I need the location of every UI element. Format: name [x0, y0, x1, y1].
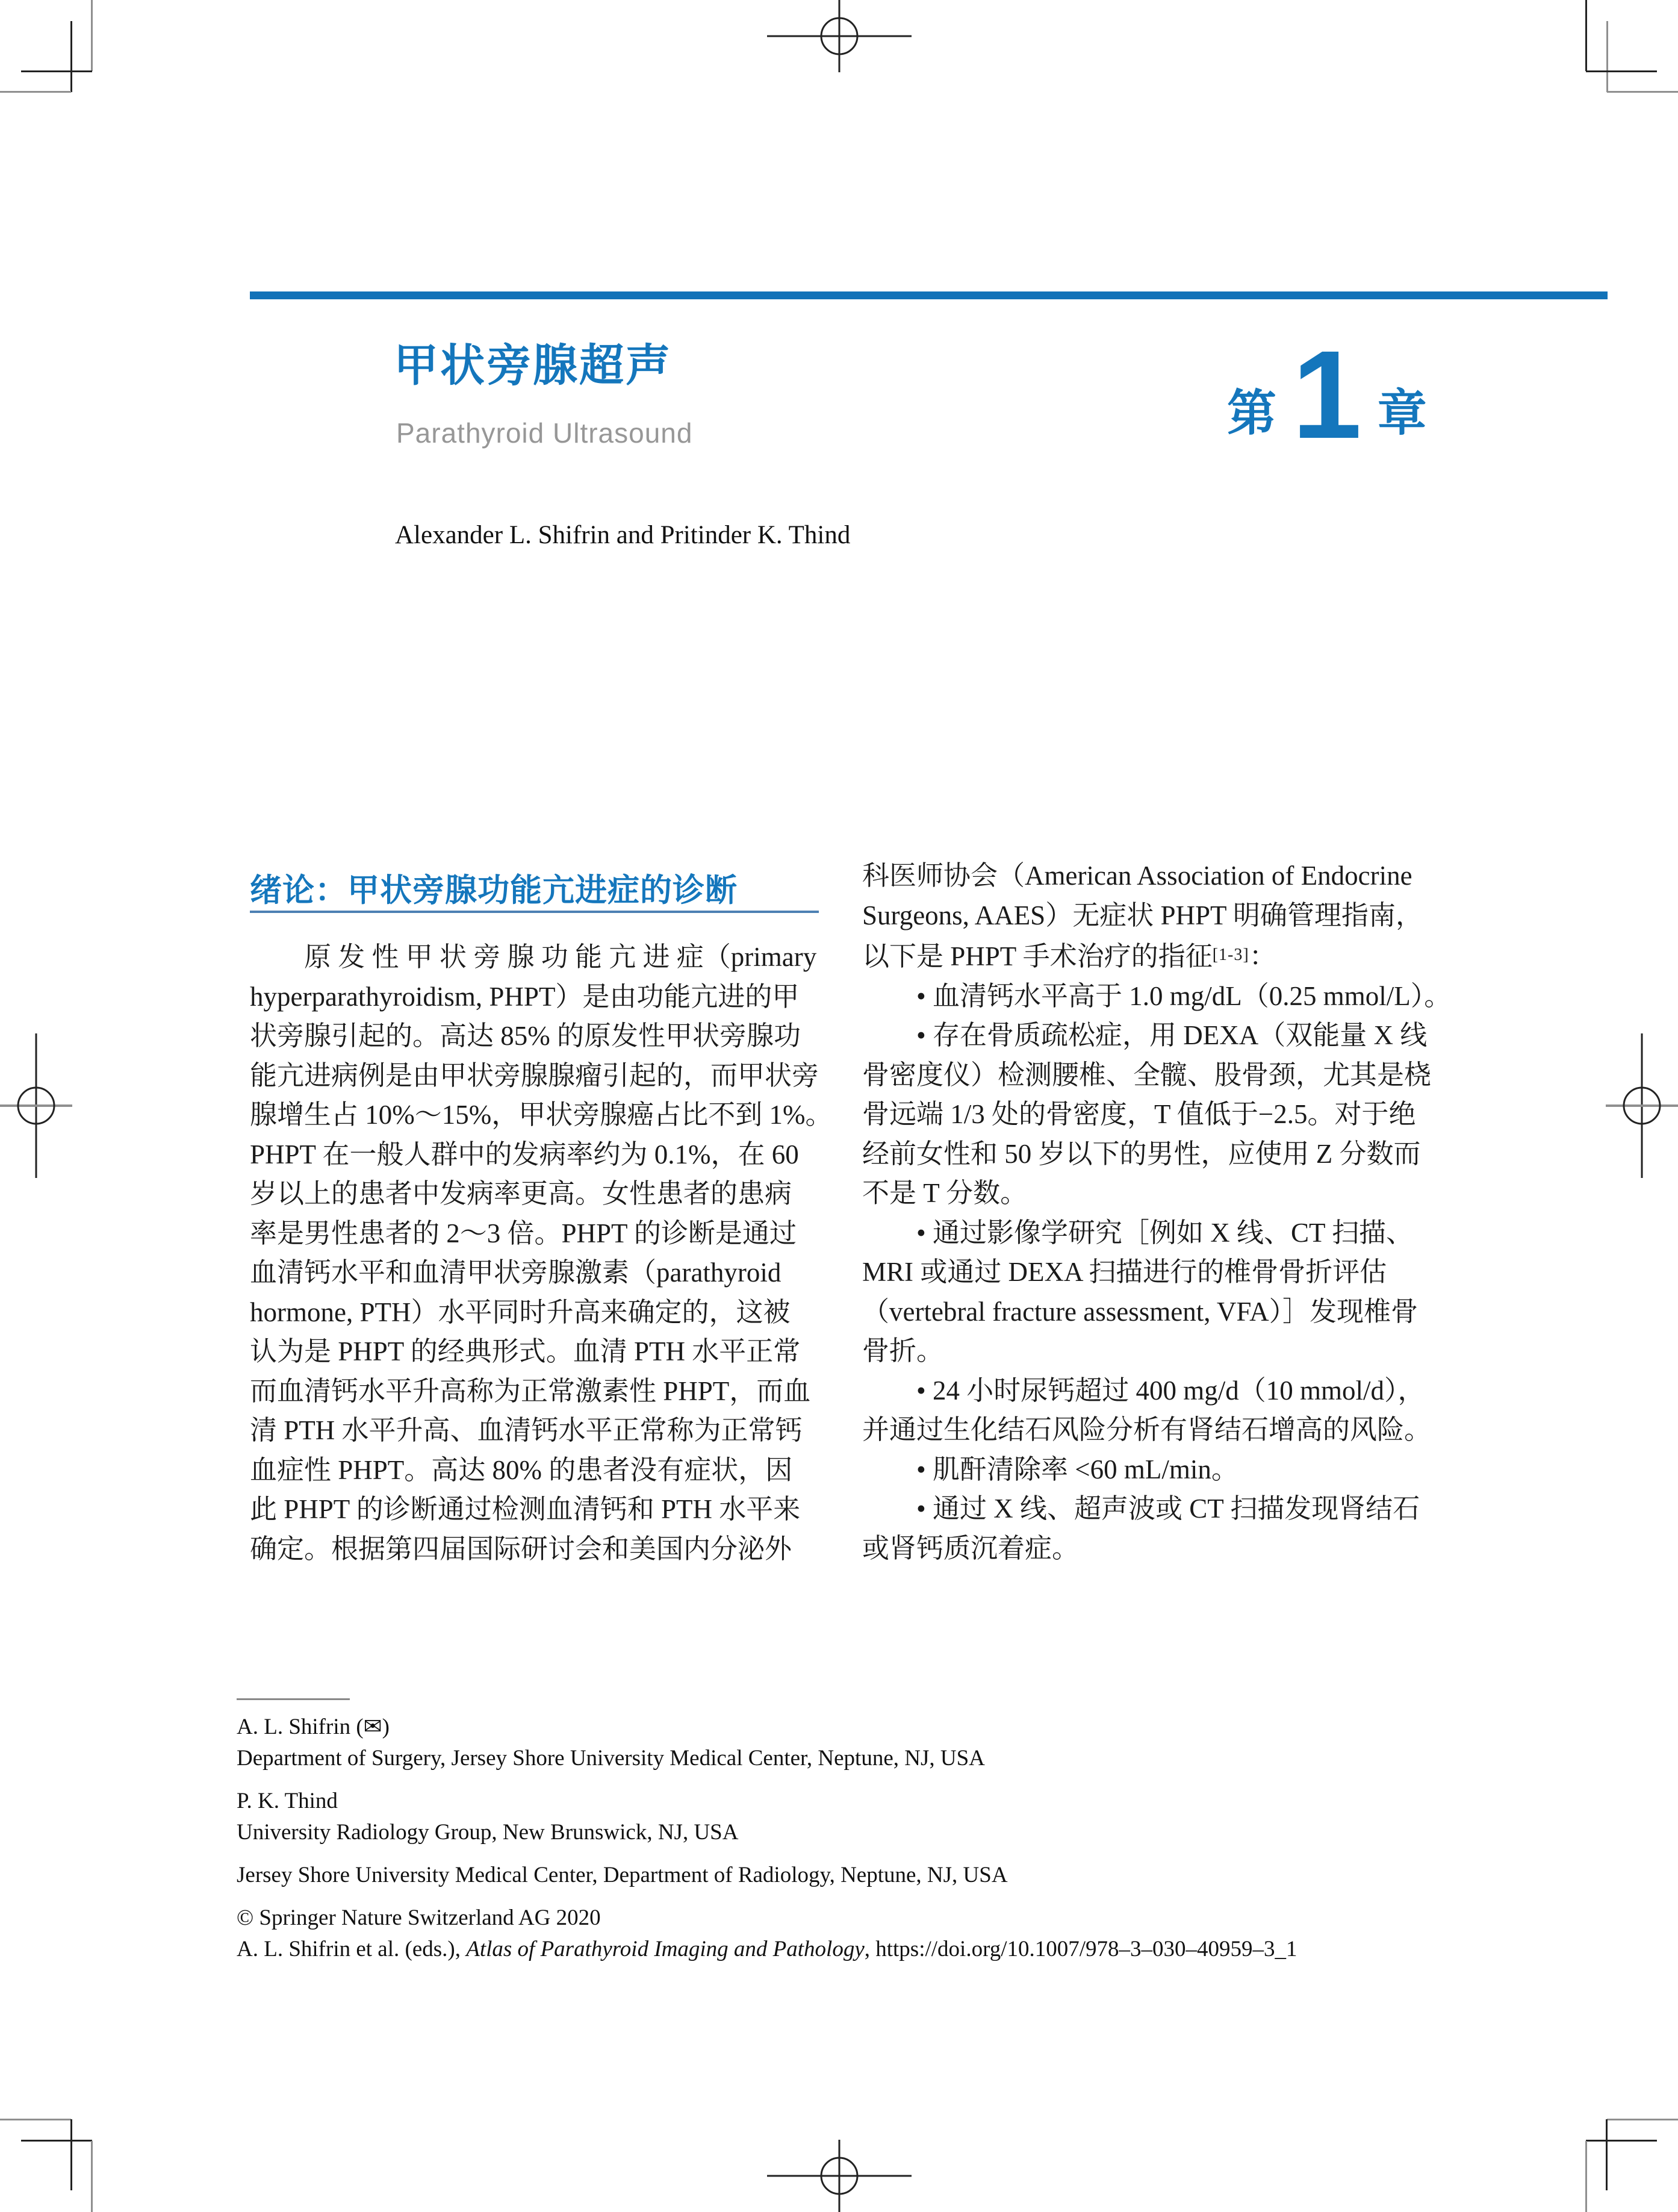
text-line: • 血清钙水平高于 1.0 mg/dL（0.25 mmol/L）。: [862, 980, 1452, 1011]
citation-doi: , https://doi.org/10.1007/978–3–030–40959–3_1: [864, 1937, 1297, 1961]
chapter-prefix: 第: [1227, 386, 1277, 441]
text-line: 清 PTH 水平升高、血清钙水平正常称为正常钙: [250, 1415, 803, 1445]
text-line: hyperparathyroidism, PHPT）是由功能亢进的甲: [250, 981, 800, 1012]
chapter-number-block: [1227, 325, 1427, 466]
right-column-body: [862, 856, 1452, 1568]
affiliation-author-1: A. L. Shifrin (✉): [237, 1715, 390, 1739]
text-line: 此 PHPT 的诊断通过检测血清钙和 PTH 水平来: [250, 1494, 801, 1524]
text-line: （vertebral fracture assessment, VFA）］发现椎骨: [862, 1296, 1419, 1327]
text-line: 而血清钙水平升高称为正常激素性 PHPT，而血: [250, 1375, 811, 1406]
text-line: • 24 小时尿钙超过 400 mg/d（10 mmol/d），: [862, 1375, 1425, 1406]
citation-pre: A. L. Shifrin et al. (eds.),: [237, 1937, 467, 1961]
left-column-body: [250, 938, 833, 1569]
citation-line: [237, 1934, 1441, 1965]
section-heading-underline: [250, 911, 819, 913]
text-line: 能亢进病例是由甲状旁腺腺瘤引起的，而甲状旁: [250, 1060, 819, 1091]
text-line: 骨折。: [862, 1336, 944, 1366]
text-line: PHPT 在一般人群中的发病率约为 0.1%，在 60: [250, 1139, 799, 1170]
text-line: 确定。根据第四届国际研讨会和美国内分泌外: [250, 1533, 792, 1564]
registration-mark-left: [0, 1033, 72, 1178]
text-line: 腺增生占 10%～15%，甲状旁腺癌占比不到 1%。: [250, 1100, 833, 1130]
text-line: 科医师协会（American Association of Endocrine: [862, 861, 1412, 891]
citation-superscript: [1-3]: [1212, 946, 1249, 964]
affiliation-dept-2: University Radiology Group, New Brunswick, NJ, USA: [237, 1820, 739, 1845]
text-line: • 存在骨质疏松症，用 DEXA（双能量 X 线: [862, 1020, 1428, 1050]
authors-line: Alexander L. Shifrin and Pritinder K. Thind: [395, 521, 851, 549]
chapter-title-en: Parathyroid Ultrasound: [396, 417, 693, 449]
right-column-top: [862, 856, 1439, 935]
affiliation-dept-1: Department of Surgery, Jersey Shore University Medical Center, Neptune, NJ, USA: [237, 1746, 985, 1771]
chapter-title-zh: 甲状旁腺超声: [394, 340, 672, 390]
text-line: 岁以上的患者中发病率更高。女性患者的患病: [250, 1179, 792, 1209]
reference-line-pre: 以下是 PHPT 手术治疗的指征: [862, 941, 1213, 971]
copyright-line: © Springer Nature Switzerland AG 2020: [237, 1905, 601, 1930]
citation-book-title: Atlas of Parathyroid Imaging and Pathology: [466, 1937, 865, 1961]
text-line: 或肾钙质沉着症。: [862, 1533, 1080, 1563]
reference-line: [862, 935, 1439, 977]
text-line: Surgeons, AAES）无症状 PHPT 明确管理指南，: [862, 900, 1423, 930]
section-heading: 绪论：甲状旁腺功能亢进症的诊断: [250, 873, 738, 908]
text-line: MRI 或通过 DEXA 扫描进行的椎骨骨折评估: [862, 1257, 1387, 1287]
text-line: 骨密度仪）检测腰椎、全髋、股骨颈，尤其是桡: [862, 1059, 1432, 1090]
text-line: 状旁腺引起的。高达 85% 的原发性甲状旁腺功: [250, 1021, 801, 1051]
registration-mark-right: [1606, 1033, 1678, 1178]
chapter-suffix: 章: [1377, 386, 1427, 441]
right-column-bottom: [862, 977, 1452, 1569]
registration-mark-bottom: [767, 2140, 912, 2212]
text-line: 并通过生化结石风险分析有肾结石增高的风险。: [862, 1415, 1432, 1445]
registration-mark-top: [767, 0, 912, 72]
text-line: 率是男性患者的 2～3 倍。PHPT 的诊断是通过: [250, 1218, 797, 1248]
text-line: • 通过 X 线、超声波或 CT 扫描发现肾结石: [862, 1494, 1420, 1524]
text-line: • 肌酐清除率 <60 mL/min。: [862, 1454, 1238, 1485]
footnote-block: [237, 1712, 1441, 1965]
text-line: 原 发 性 甲 状 旁 腺 功 能 亢 进 症（primary: [250, 942, 817, 972]
text-line: 不是 T 分数。: [862, 1178, 1028, 1208]
text-line: hormone, PTH）水平同时升高来确定的，这被: [250, 1297, 791, 1327]
text-line: 经前女性和 50 岁以下的男性，应使用 Z 分数而: [862, 1138, 1421, 1169]
chapter-number: 1: [1292, 325, 1362, 466]
affiliation-author-2: P. K. Thind: [237, 1789, 338, 1813]
reference-line-post: ：: [1249, 941, 1276, 971]
text-line: 骨远端 1/3 处的骨密度，T 值低于−2.5。对于绝: [862, 1099, 1416, 1129]
text-line: 血清钙水平和血清甲状旁腺激素（parathyroid: [250, 1257, 782, 1288]
text-line: 认为是 PHPT 的经典形式。血清 PTH 水平正常: [250, 1336, 801, 1366]
text-line: • 通过影像学研究［例如 X 线、CT 扫描、: [862, 1217, 1413, 1248]
chapter-top-rule: [250, 291, 1608, 299]
footnote-divider: [237, 1698, 350, 1700]
affiliation-3: Jersey Shore University Medical Center, Department of Radiology, Neptune, NJ, USA: [237, 1863, 1008, 1887]
text-line: 血症性 PHPT。高达 80% 的患者没有症状，因: [250, 1454, 793, 1485]
